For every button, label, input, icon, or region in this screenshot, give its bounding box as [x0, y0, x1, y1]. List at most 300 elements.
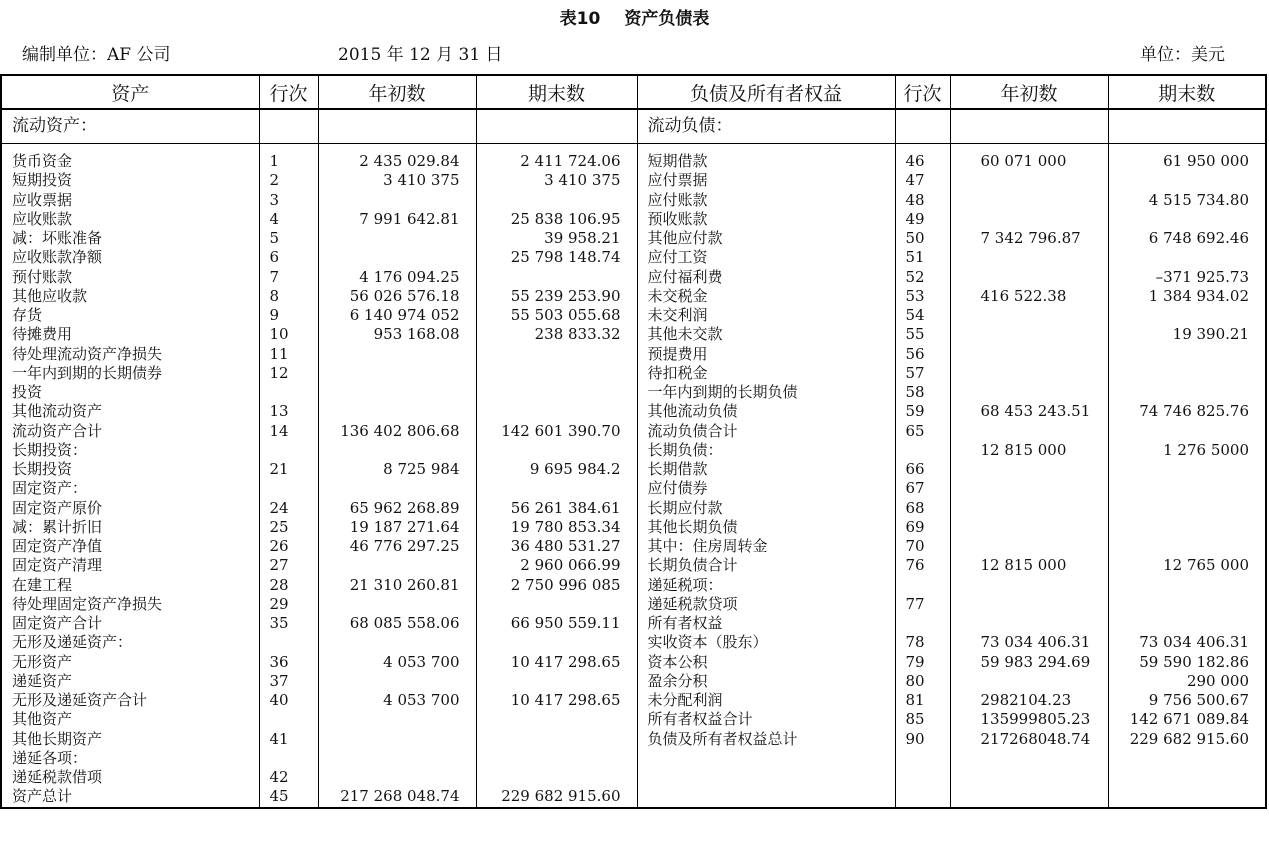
liability-end-value: 6 748 692.46	[1108, 229, 1266, 248]
asset-item: 其他流动资产	[1, 402, 259, 421]
empty-cell	[895, 144, 950, 153]
liability-end-value: 73 034 406.31	[1108, 633, 1266, 652]
liability-end-value	[1108, 460, 1266, 479]
empty-cell	[1108, 144, 1266, 153]
asset-item: 资产总计	[1, 787, 259, 807]
table-row	[1, 749, 1266, 768]
table-row	[1, 210, 1266, 229]
asset-begin-value	[318, 749, 476, 768]
asset-end-value: 39 958.21	[476, 229, 637, 248]
table-row	[1, 422, 1266, 441]
asset-item: 一年内到期的长期债券	[1, 364, 259, 383]
asset-end-value: 238 833.32	[476, 325, 637, 344]
liability-item	[637, 768, 895, 787]
asset-begin-value: 4 053 700	[318, 691, 476, 710]
header-assets: 资产	[1, 75, 259, 109]
liability-begin-value: 73 034 406.31	[950, 633, 1108, 652]
table-row	[1, 268, 1266, 287]
liability-line-no	[895, 749, 950, 768]
liability-begin-value	[950, 171, 1108, 190]
liability-begin-value	[950, 248, 1108, 267]
liability-begin-value	[950, 576, 1108, 595]
liability-item: 负债及所有者权益总计	[637, 730, 895, 749]
table-row	[1, 633, 1266, 652]
table-name: 资产负债表	[624, 9, 710, 29]
asset-item: 预付账款	[1, 268, 259, 287]
empty-cell	[318, 144, 476, 153]
liability-line-no: 56	[895, 345, 950, 364]
asset-begin-value	[318, 768, 476, 787]
liability-line-no	[895, 614, 950, 633]
liability-line-no: 50	[895, 229, 950, 248]
asset-line-no: 21	[259, 460, 318, 479]
asset-line-no: 29	[259, 595, 318, 614]
table-row	[1, 287, 1266, 306]
liability-line-no: 67	[895, 479, 950, 498]
liability-end-value	[1108, 749, 1266, 768]
asset-line-no: 24	[259, 499, 318, 518]
liability-line-no: 68	[895, 499, 950, 518]
liability-line-no: 53	[895, 287, 950, 306]
table-row	[1, 672, 1266, 691]
table-row	[1, 479, 1266, 498]
liability-item: 未交税金	[637, 287, 895, 306]
liability-item: 未交利润	[637, 306, 895, 325]
liability-item: 未分配利润	[637, 691, 895, 710]
liability-begin-value	[950, 345, 1108, 364]
liability-line-no	[895, 441, 950, 460]
asset-end-value	[476, 441, 637, 460]
liability-item: 长期负债：	[637, 441, 895, 460]
liability-begin-value	[950, 749, 1108, 768]
liability-end-value: 74 746 825.76	[1108, 402, 1266, 421]
asset-begin-value: 46 776 297.25	[318, 537, 476, 556]
liability-begin-value: 7 342 796.87	[950, 229, 1108, 248]
asset-end-value	[476, 191, 637, 210]
asset-line-no: 36	[259, 653, 318, 672]
asset-begin-value	[318, 556, 476, 575]
liability-line-no: 85	[895, 710, 950, 729]
liability-line-no: 65	[895, 422, 950, 441]
empty-cell	[895, 109, 950, 144]
liability-begin-value	[950, 787, 1108, 807]
asset-line-no: 12	[259, 364, 318, 383]
asset-line-no	[259, 633, 318, 652]
liability-item: 一年内到期的长期负债	[637, 383, 895, 402]
spacer-row	[1, 144, 1266, 153]
asset-line-no	[259, 441, 318, 460]
liability-end-value: 19 390.21	[1108, 325, 1266, 344]
table-row	[1, 152, 1266, 171]
asset-begin-value	[318, 479, 476, 498]
table-row	[1, 441, 1266, 460]
asset-item: 无形及递延资产合计	[1, 691, 259, 710]
table-row	[1, 248, 1266, 267]
header-liabilities-equity: 负债及所有者权益	[637, 75, 895, 109]
header-end: 期末数	[476, 75, 637, 109]
asset-item: 待摊费用	[1, 325, 259, 344]
asset-begin-value	[318, 383, 476, 402]
liability-item: 待扣税金	[637, 364, 895, 383]
liability-begin-value	[950, 210, 1108, 229]
liability-line-no: 55	[895, 325, 950, 344]
asset-end-value	[476, 479, 637, 498]
asset-item: 其他应收款	[1, 287, 259, 306]
liability-item: 流动负债合计	[637, 422, 895, 441]
asset-line-no: 25	[259, 518, 318, 537]
liability-item: 其他未交款	[637, 325, 895, 344]
table-row	[1, 768, 1266, 787]
liability-end-value: 61 950 000	[1108, 152, 1266, 171]
liability-end-value	[1108, 576, 1266, 595]
table-row	[1, 653, 1266, 672]
asset-begin-value: 68 085 558.06	[318, 614, 476, 633]
liability-line-no: 78	[895, 633, 950, 652]
liability-begin-value: 416 522.38	[950, 287, 1108, 306]
asset-end-value	[476, 268, 637, 287]
liability-item: 长期负债合计	[637, 556, 895, 575]
asset-end-value	[476, 402, 637, 421]
asset-line-no: 28	[259, 576, 318, 595]
asset-line-no: 37	[259, 672, 318, 691]
asset-line-no: 27	[259, 556, 318, 575]
liability-line-no: 49	[895, 210, 950, 229]
asset-begin-value	[318, 248, 476, 267]
asset-line-no	[259, 479, 318, 498]
asset-begin-value: 21 310 260.81	[318, 576, 476, 595]
liability-end-value	[1108, 537, 1266, 556]
asset-line-no	[259, 749, 318, 768]
asset-end-value: 2 750 996 085	[476, 576, 637, 595]
liability-end-value	[1108, 171, 1266, 190]
liability-begin-value	[950, 383, 1108, 402]
empty-cell	[950, 109, 1108, 144]
liability-line-no: 66	[895, 460, 950, 479]
table-row	[1, 499, 1266, 518]
liability-begin-value: 60 071 000	[950, 152, 1108, 171]
liability-line-no: 51	[895, 248, 950, 267]
asset-item: 固定资产原价	[1, 499, 259, 518]
asset-line-no: 4	[259, 210, 318, 229]
liability-end-value	[1108, 595, 1266, 614]
liability-begin-value	[950, 325, 1108, 344]
liability-item: 递延税款贷项	[637, 595, 895, 614]
empty-cell	[1, 144, 259, 153]
asset-end-value	[476, 710, 637, 729]
table-row	[1, 306, 1266, 325]
asset-line-no: 2	[259, 171, 318, 190]
liability-item: 预提费用	[637, 345, 895, 364]
liability-end-value: 290 000	[1108, 672, 1266, 691]
liability-end-value	[1108, 479, 1266, 498]
asset-item: 固定资产：	[1, 479, 259, 498]
asset-line-no: 6	[259, 248, 318, 267]
liability-end-value: 12 765 000	[1108, 556, 1266, 575]
asset-line-no: 14	[259, 422, 318, 441]
asset-line-no: 5	[259, 229, 318, 248]
asset-item: 其他长期资产	[1, 730, 259, 749]
asset-item: 货币资金	[1, 152, 259, 171]
liability-begin-value: 59 983 294.69	[950, 653, 1108, 672]
header-row	[1, 75, 1266, 109]
table-row	[1, 325, 1266, 344]
liability-item	[637, 787, 895, 807]
asset-line-no: 8	[259, 287, 318, 306]
liability-end-value: 9 756 500.67	[1108, 691, 1266, 710]
table-row	[1, 576, 1266, 595]
asset-item: 减：累计折旧	[1, 518, 259, 537]
asset-line-no: 3	[259, 191, 318, 210]
asset-line-no: 11	[259, 345, 318, 364]
asset-end-value: 2 960 066.99	[476, 556, 637, 575]
liability-end-value: 1 384 934.02	[1108, 287, 1266, 306]
asset-line-no	[259, 383, 318, 402]
asset-item: 固定资产净值	[1, 537, 259, 556]
table-row	[1, 191, 1266, 210]
liability-item: 所有者权益合计	[637, 710, 895, 729]
asset-item: 固定资产合计	[1, 614, 259, 633]
asset-end-value: 10 417 298.65	[476, 691, 637, 710]
asset-line-no: 10	[259, 325, 318, 344]
asset-end-value	[476, 730, 637, 749]
asset-end-value: 2 411 724.06	[476, 152, 637, 171]
asset-line-no: 45	[259, 787, 318, 807]
liability-begin-value: 12 815 000	[950, 556, 1108, 575]
asset-begin-value: 19 187 271.64	[318, 518, 476, 537]
asset-end-value	[476, 633, 637, 652]
table-row	[1, 460, 1266, 479]
header-begin-2: 年初数	[950, 75, 1108, 109]
liability-line-no	[895, 768, 950, 787]
asset-begin-value: 7 991 642.81	[318, 210, 476, 229]
asset-item: 递延资产	[1, 672, 259, 691]
asset-end-value: 56 261 384.61	[476, 499, 637, 518]
asset-line-no: 40	[259, 691, 318, 710]
empty-cell	[259, 144, 318, 153]
liability-line-no: 76	[895, 556, 950, 575]
asset-end-value: 19 780 853.34	[476, 518, 637, 537]
liability-begin-value: 12 815 000	[950, 441, 1108, 460]
asset-begin-value: 4 176 094.25	[318, 268, 476, 287]
table-row	[1, 364, 1266, 383]
table-row	[1, 556, 1266, 575]
liability-line-no: 90	[895, 730, 950, 749]
liability-item: 应付票据	[637, 171, 895, 190]
table-row	[1, 537, 1266, 556]
liability-begin-value	[950, 479, 1108, 498]
table-row	[1, 730, 1266, 749]
liability-item: 其他长期负债	[637, 518, 895, 537]
currency-unit: 单位：美元	[1140, 45, 1225, 65]
empty-cell	[318, 109, 476, 144]
header-end-2: 期末数	[1108, 75, 1266, 109]
asset-end-value: 55 503 055.68	[476, 306, 637, 325]
liability-item: 应付账款	[637, 191, 895, 210]
section-row	[1, 109, 1266, 144]
liability-item: 应付福利费	[637, 268, 895, 287]
asset-begin-value: 8 725 984	[318, 460, 476, 479]
liability-begin-value: 68 453 243.51	[950, 402, 1108, 421]
section-current-assets: 流动资产：	[1, 109, 259, 144]
asset-begin-value: 2 435 029.84	[318, 152, 476, 171]
table-row	[1, 229, 1266, 248]
liability-end-value: 59 590 182.86	[1108, 653, 1266, 672]
liability-item: 长期应付款	[637, 499, 895, 518]
liability-line-no: 52	[895, 268, 950, 287]
liability-line-no	[895, 787, 950, 807]
liability-end-value	[1108, 787, 1266, 807]
document-title	[0, 4, 1269, 29]
empty-cell	[950, 144, 1108, 153]
asset-item: 短期投资	[1, 171, 259, 190]
asset-item: 长期投资：	[1, 441, 259, 460]
asset-item: 在建工程	[1, 576, 259, 595]
asset-end-value: 3 410 375	[476, 171, 637, 190]
liability-line-no: 57	[895, 364, 950, 383]
asset-begin-value: 6 140 974 052	[318, 306, 476, 325]
liability-end-value	[1108, 499, 1266, 518]
asset-end-value: 142 601 390.70	[476, 422, 637, 441]
table-row	[1, 691, 1266, 710]
liability-line-no: 54	[895, 306, 950, 325]
liability-end-value: 229 682 915.60	[1108, 730, 1266, 749]
asset-end-value	[476, 768, 637, 787]
asset-item: 固定资产清理	[1, 556, 259, 575]
table-row	[1, 710, 1266, 729]
asset-begin-value: 136 402 806.68	[318, 422, 476, 441]
asset-begin-value	[318, 364, 476, 383]
asset-line-no: 7	[259, 268, 318, 287]
liability-begin-value: 217268048.74	[950, 730, 1108, 749]
asset-begin-value	[318, 191, 476, 210]
asset-begin-value: 953 168.08	[318, 325, 476, 344]
empty-cell	[476, 109, 637, 144]
asset-end-value: 25 798 148.74	[476, 248, 637, 267]
liability-line-no: 70	[895, 537, 950, 556]
asset-item: 递延各项：	[1, 749, 259, 768]
asset-end-value	[476, 345, 637, 364]
liability-end-value	[1108, 518, 1266, 537]
section-current-liabilities: 流动负债：	[637, 109, 895, 144]
balance-sheet-table	[0, 74, 1267, 809]
liability-begin-value: 2982104.23	[950, 691, 1108, 710]
asset-line-no: 13	[259, 402, 318, 421]
asset-item: 存货	[1, 306, 259, 325]
liability-end-value: 142 671 089.84	[1108, 710, 1266, 729]
liability-item: 应付工资	[637, 248, 895, 267]
header-line-no-2: 行次	[895, 75, 950, 109]
liability-begin-value	[950, 306, 1108, 325]
asset-end-value: 10 417 298.65	[476, 653, 637, 672]
liability-line-no: 58	[895, 383, 950, 402]
asset-end-value	[476, 749, 637, 768]
table-row	[1, 171, 1266, 190]
liability-begin-value	[950, 768, 1108, 787]
liability-begin-value	[950, 614, 1108, 633]
liability-line-no: 81	[895, 691, 950, 710]
report-date: 2015 年 12 月 31 日	[338, 45, 503, 65]
asset-item: 流动资产合计	[1, 422, 259, 441]
table-row	[1, 383, 1266, 402]
asset-line-no: 26	[259, 537, 318, 556]
asset-end-value: 9 695 984.2	[476, 460, 637, 479]
asset-line-no	[259, 710, 318, 729]
header-begin: 年初数	[318, 75, 476, 109]
liability-item: 盈余分积	[637, 672, 895, 691]
liability-end-value: 1 276 5000	[1108, 441, 1266, 460]
asset-item: 递延税款借项	[1, 768, 259, 787]
liability-end-value: –371 925.73	[1108, 268, 1266, 287]
liability-item: 预收账款	[637, 210, 895, 229]
asset-begin-value	[318, 402, 476, 421]
table-row	[1, 518, 1266, 537]
asset-end-value	[476, 383, 637, 402]
liability-begin-value	[950, 518, 1108, 537]
liability-begin-value	[950, 537, 1108, 556]
liability-end-value	[1108, 768, 1266, 787]
table-row	[1, 787, 1266, 807]
liability-item: 应付债券	[637, 479, 895, 498]
liability-item: 其他应付款	[637, 229, 895, 248]
liability-line-no: 47	[895, 171, 950, 190]
asset-begin-value	[318, 229, 476, 248]
table-row	[1, 595, 1266, 614]
asset-end-value	[476, 672, 637, 691]
asset-end-value: 36 480 531.27	[476, 537, 637, 556]
asset-item: 减：坏账准备	[1, 229, 259, 248]
asset-item: 其他资产	[1, 710, 259, 729]
liability-end-value	[1108, 345, 1266, 364]
asset-end-value: 55 239 253.90	[476, 287, 637, 306]
asset-line-no: 35	[259, 614, 318, 633]
liability-begin-value	[950, 191, 1108, 210]
liability-begin-value	[950, 364, 1108, 383]
asset-item: 应收票据	[1, 191, 259, 210]
asset-begin-value	[318, 595, 476, 614]
liability-end-value	[1108, 383, 1266, 402]
header-line-no: 行次	[259, 75, 318, 109]
asset-item: 待处理流动资产净损失	[1, 345, 259, 364]
asset-end-value	[476, 595, 637, 614]
asset-begin-value: 217 268 048.74	[318, 787, 476, 807]
liability-line-no: 59	[895, 402, 950, 421]
liability-begin-value	[950, 595, 1108, 614]
asset-item: 待处理固定资产净损失	[1, 595, 259, 614]
liability-end-value	[1108, 422, 1266, 441]
asset-item: 无形及递延资产：	[1, 633, 259, 652]
liability-end-value	[1108, 364, 1266, 383]
liability-item: 长期借款	[637, 460, 895, 479]
liability-begin-value	[950, 672, 1108, 691]
table-row	[1, 402, 1266, 421]
liability-end-value	[1108, 306, 1266, 325]
empty-cell	[637, 144, 895, 153]
asset-item: 应收账款	[1, 210, 259, 229]
liability-end-value	[1108, 248, 1266, 267]
asset-end-value: 66 950 559.11	[476, 614, 637, 633]
asset-begin-value	[318, 633, 476, 652]
asset-begin-value	[318, 710, 476, 729]
liability-item: 所有者权益	[637, 614, 895, 633]
asset-end-value: 25 838 106.95	[476, 210, 637, 229]
table-row	[1, 614, 1266, 633]
asset-begin-value: 65 962 268.89	[318, 499, 476, 518]
liability-begin-value	[950, 499, 1108, 518]
asset-line-no: 1	[259, 152, 318, 171]
asset-begin-value: 3 410 375	[318, 171, 476, 190]
asset-begin-value	[318, 345, 476, 364]
liability-item	[637, 749, 895, 768]
